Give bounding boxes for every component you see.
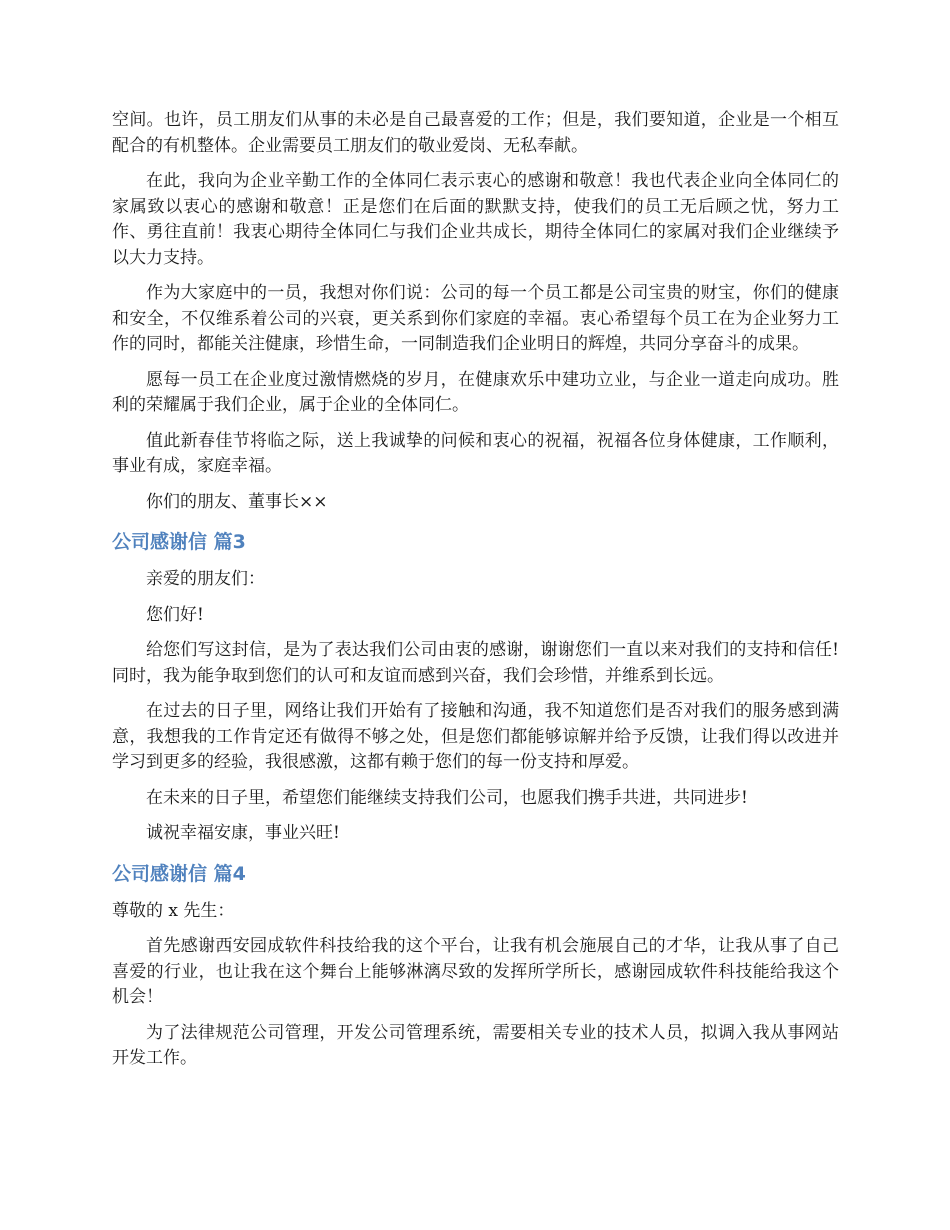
salutation: 亲爱的朋友们： [146, 569, 265, 589]
salutation: 尊敬的 x 先生： [112, 900, 235, 921]
paragraph: 在过去的日子里，网络让我们开始有了接触和沟通，我不知道您们是否对我们的服务感到满意，我想我的工作肯定还有做得不够之处，但是您们都能够谅解并给予反馈，让我们得以改进并学习到更多的经验，我很感激，这都有赖于您们的每一份支持和厚爱。 [112, 701, 839, 772]
paragraph: 给您们写这封信，是为了表达我们公司由衷的感谢，谢谢您们一直以来对我们的支持和信任!同时，我为能争取到您们的认可和友谊而感到兴奋，我们会珍惜，并维系到长远。 [112, 640, 839, 686]
greeting: 您们好! [146, 604, 204, 625]
section-heading: 公司感谢信 篇4 [112, 862, 246, 885]
paragraph: 愿每一员工在企业度过激情燃烧的岁月，在健康欢乐中建功立业，与企业一道走向成功。胜利的荣耀属于我们企业，属于企业的全体同仁。 [112, 369, 839, 415]
paragraph: 作为大家庭中的一员，我想对你们说：公司的每一个员工都是公司宝贵的财宝，你们的健康和安全，不仅维系着公司的兴衰，更关系到你们家庭的幸福。衷心希望每个员工在为企业努力工作的同时，都能关注健康，珍惜生命，一同制造我们企业明日的辉煌，共同分享奋斗的成果。 [112, 283, 839, 354]
paragraph: 空间。也许，员工朋友们从事的未必是自己最喜爱的工作；但是，我们要知道，企业是一个相互配合的有机整体。企业需要员工朋友们的敬业爱岗、无私奉献。 [112, 110, 839, 156]
document-page [112, 108, 839, 1082]
signature-line: 你们的朋友、董事长×× [146, 491, 328, 512]
section-heading: 公司感谢信 篇3 [112, 531, 246, 553]
closing-line: 诚祝幸福安康，事业兴旺! [146, 823, 340, 843]
paragraph: 在未来的日子里，希望您们能继续支持我们公司，也愿我们携手共进，共同进步! [146, 787, 748, 808]
paragraph: 在此，我向为企业辛勤工作的全体同仁表示衷心的感谢和敬意！我也代表企业向全体同仁的家属致以衷心的感谢和敬意！正是您们在后面的默默支持，使我们的员工无后顾之忧，努力工作、勇往直前！我衷心期待全体同仁与我们企业共成长，期待全体同仁的家属对我们企业继续予以大力支持。 [112, 171, 839, 268]
paragraph: 值此新春佳节将临之际，送上我诚挚的问候和衷心的祝福，祝福各位身体健康，工作顺利，事业有成，家庭幸福。 [112, 430, 839, 476]
paragraph: 为了法律规范公司管理，开发公司管理系统，需要相关专业的技术人员，拟调入我从事网站开发工作。 [112, 1022, 839, 1068]
paragraph: 首先感谢西安园成软件科技给我的这个平台，让我有机会施展自己的才华，让我从事了自己喜爱的行业，也让我在这个舞台上能够淋漓尽致的发挥所学所长，感谢园成软件科技能给我这个机会！ [112, 936, 839, 1007]
